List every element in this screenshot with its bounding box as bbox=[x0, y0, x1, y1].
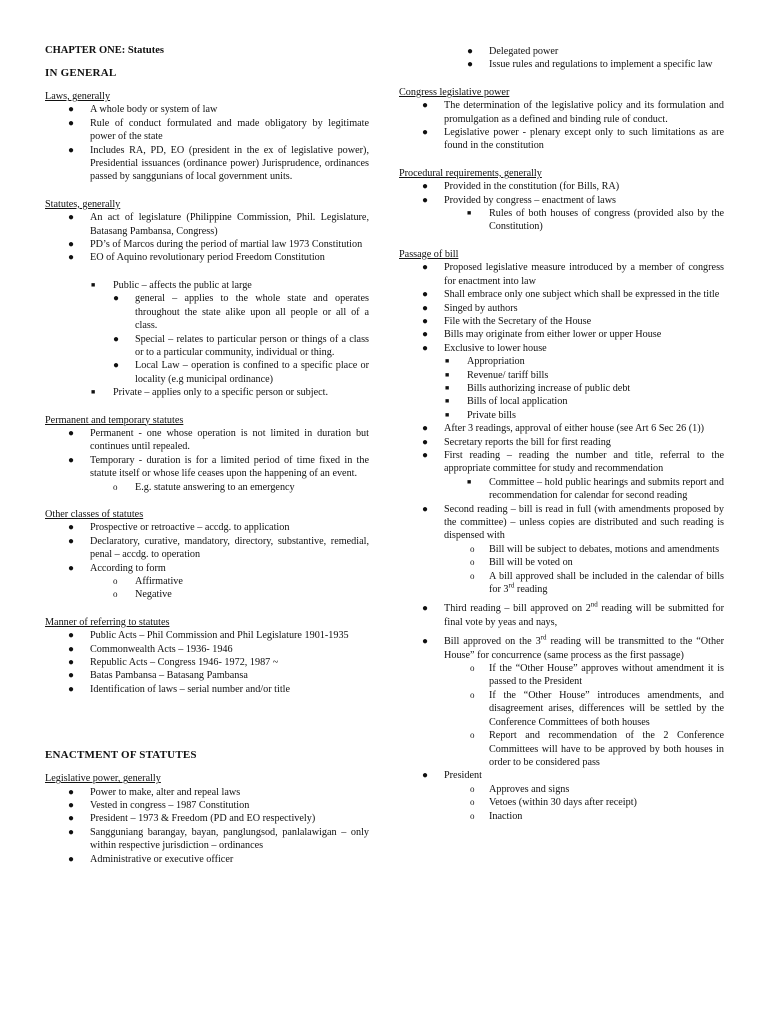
bullet-icon: ● bbox=[467, 46, 474, 57]
bullet-icon: ● bbox=[422, 342, 429, 354]
heading-congress-power: Congress legislative power bbox=[399, 86, 510, 98]
list-item: ■ Revenue/ tariff bills bbox=[445, 369, 549, 381]
square-bullet-icon: ■ bbox=[91, 280, 96, 289]
bullet-icon: ● bbox=[68, 670, 75, 682]
statutes-generally-list bbox=[45, 211, 369, 265]
list-item: ● Rule of conduct formulated and made obligatory by legitimate power of the state bbox=[68, 117, 369, 143]
bullet-icon: ● bbox=[422, 770, 429, 782]
bullet-icon: ● bbox=[68, 239, 75, 251]
list-item: ● Vested in congress – 1987 Constitution bbox=[68, 800, 250, 812]
list-item: ● Singed by authors bbox=[422, 302, 518, 314]
bullet-icon: ● bbox=[68, 683, 75, 695]
circle-bullet-icon: o bbox=[470, 810, 475, 821]
right-column bbox=[399, 45, 724, 823]
bullet-icon: ● bbox=[467, 59, 474, 71]
section-enactment: ENACTMENT OF STATUTES bbox=[45, 749, 197, 762]
list-item: ● The determination of the legislative policy and its formulation and promulgation as a defined and binding rule of conduct. bbox=[422, 100, 724, 125]
bullet-icon: ● bbox=[68, 562, 75, 574]
list-item: ● Declaratory, curative, mandatory, directory, substantive, remedial, penal – accdg. to operation bbox=[68, 535, 369, 561]
passage-list-continued bbox=[399, 602, 724, 823]
list-item: ■ Bills authorizing increase of public debt bbox=[445, 382, 631, 394]
list-item: ■ Bills of local application bbox=[445, 396, 568, 408]
top-sub-list bbox=[399, 45, 724, 72]
list-item: ● Administrative or executive officer bbox=[68, 853, 234, 865]
congress-power-list bbox=[399, 99, 724, 153]
heading-legislative-power: Legislative power, generally bbox=[45, 773, 161, 785]
list-item: o Bill will be subject to debates, motions and amendments bbox=[470, 543, 720, 555]
heading-manner-referring: Manner of referring to statutes bbox=[45, 616, 170, 628]
list-item: ● Shall embrace only one subject which shall be expressed in the title bbox=[422, 289, 720, 301]
list-item: o Approves and signs bbox=[470, 783, 570, 795]
legislative-power-list bbox=[45, 786, 369, 866]
circle-bullet-icon: o bbox=[470, 570, 475, 581]
bullet-icon: ● bbox=[68, 643, 75, 655]
circle-bullet-icon: o bbox=[470, 730, 475, 741]
bullet-icon: ● bbox=[68, 144, 75, 156]
list-item: ● According to form bbox=[68, 562, 166, 574]
list-item: o Report and recommendation of the 2 Conference Committees will have to be approved by both houses in order to be considered pass bbox=[470, 730, 724, 768]
public-private-list bbox=[45, 279, 369, 400]
list-item: ● Legislative power - plenary except only to such limitations as are found in the constitution bbox=[422, 127, 724, 152]
bullet-icon: ● bbox=[68, 252, 75, 264]
list-item: o Affirmative bbox=[113, 576, 183, 587]
bullet-icon: ● bbox=[68, 657, 75, 669]
left-column bbox=[45, 0, 369, 866]
list-item: ● Provided by congress – enactment of laws bbox=[422, 194, 617, 206]
list-item: o A bill approved shall be included in the calendar of bills for 3rd reading bbox=[470, 570, 724, 596]
list-item: ● A whole body or system of law bbox=[68, 104, 218, 116]
bullet-icon: ● bbox=[422, 315, 429, 327]
square-bullet-icon: ■ bbox=[445, 383, 450, 392]
list-item: ● File with the Secretary of the House bbox=[422, 315, 592, 327]
list-item: ■ Private – applies only to a specific person or subject. bbox=[91, 387, 329, 399]
heading-other-classes: Other classes of statutes bbox=[45, 508, 144, 520]
list-item: o Inaction bbox=[470, 810, 523, 822]
list-item: ● President bbox=[422, 770, 482, 782]
bullet-icon: ● bbox=[422, 636, 429, 648]
list-item: ● Provided in the constitution (for Bills, RA) bbox=[422, 181, 620, 193]
bullet-icon: ● bbox=[68, 813, 75, 825]
circle-bullet-icon: o bbox=[113, 589, 118, 600]
list-item: ● Batas Pambansa – Batasang Pambansa bbox=[68, 670, 248, 682]
manner-referring-list bbox=[45, 629, 369, 696]
bullet-icon: ● bbox=[422, 449, 429, 461]
list-item: ● Issue rules and regulations to implement a specific law bbox=[467, 59, 713, 71]
list-item: ● EO of Aquino revolutionary period Freedom Constitution bbox=[68, 252, 325, 264]
list-item: o Bill will be voted on bbox=[470, 557, 573, 569]
chapter-title: CHAPTER ONE: Statutes bbox=[45, 45, 165, 56]
bullet-icon: ● bbox=[422, 503, 429, 515]
heading-laws-generally: Laws, generally bbox=[45, 91, 111, 102]
list-item: ● Temporary - duration is for a limited period of time fixed in the statute itself or whose life ceases upon the happening of an event. bbox=[68, 454, 369, 480]
list-item: ● Identification of laws – serial number and/or title bbox=[68, 683, 291, 695]
bullet-icon: ● bbox=[422, 329, 429, 341]
list-item: ● Includes RA, PD, EO (president in the ex of legislative power), Presidential issuances (ordinance power) Jurisprudence, ordinances passed by sanggunians of local government units. bbox=[68, 144, 369, 183]
list-item: ■ Appropriation bbox=[445, 356, 525, 368]
bullet-icon: ● bbox=[68, 104, 75, 116]
square-bullet-icon: ■ bbox=[467, 477, 472, 486]
bullet-icon: ● bbox=[422, 423, 429, 435]
list-item: ● An act of legislature (Philippine Commission, Phil. Legislature, Batasang Pambansa, Congress) bbox=[68, 212, 369, 237]
list-item: ■ Committee – hold public hearings and submits report and recommendation for calendar for second reading bbox=[467, 476, 724, 502]
list-item: o If the “Other House” approves without amendment it is passed to the President bbox=[470, 663, 724, 688]
bullet-icon: ● bbox=[422, 100, 429, 112]
circle-bullet-icon: o bbox=[113, 576, 118, 586]
bullet-icon: ● bbox=[422, 436, 429, 448]
circle-bullet-icon: o bbox=[470, 797, 475, 808]
list-item: ● PD’s of Marcos during the period of martial law 1973 Constitution bbox=[68, 239, 363, 251]
list-item: ● Second reading – bill is read in full (with amendments proposed by the committee) – unless copies are distributed and such reading is dispensed with bbox=[422, 503, 724, 542]
list-item: ● Permanent - one whose operation is not limited in duration but continues until repealed. bbox=[68, 427, 369, 453]
circle-bullet-icon: o bbox=[113, 481, 118, 492]
list-item: ● Third reading – bill approved on 2nd reading will be submitted for final vote by yeas and nays, bbox=[422, 601, 724, 628]
bullet-icon: ● bbox=[422, 603, 429, 615]
list-item: ■ Rules of both houses of congress (provided also by the Constitution) bbox=[467, 208, 724, 233]
list-item: ● Commonwealth Acts – 1936- 1946 bbox=[68, 643, 233, 655]
list-item: ● Proposed legislative measure introduced by a member of congress for enactment into law bbox=[422, 262, 724, 287]
bullet-icon: ● bbox=[422, 194, 429, 206]
list-item: o Vetoes (within 30 days after receipt) bbox=[470, 797, 637, 809]
circle-bullet-icon: o bbox=[470, 783, 475, 794]
square-bullet-icon: ■ bbox=[467, 209, 472, 218]
list-item: ● Exclusive to lower house bbox=[422, 342, 547, 354]
bullet-icon: ● bbox=[422, 302, 429, 314]
square-bullet-icon: ■ bbox=[445, 410, 450, 419]
bullet-icon: ● bbox=[68, 427, 75, 439]
list-item: ● Bills may originate from either lower or upper House bbox=[422, 329, 662, 341]
list-item: ● Special – relates to particular person or things of a class or to a particular community, individual or thing. bbox=[113, 333, 369, 358]
list-item: ● Secretary reports the bill for first reading bbox=[422, 436, 611, 448]
bullet-icon: ● bbox=[68, 800, 75, 812]
list-item: ● Bill approved on the 3rd reading will be transmitted to the “Other House” for concurrence (same process as the first passage) bbox=[422, 633, 725, 661]
heading-procedural: Procedural requirements, generally bbox=[399, 167, 542, 179]
bullet-icon: ● bbox=[68, 117, 75, 129]
bullet-icon: ● bbox=[113, 360, 120, 372]
permanent-temporary-list bbox=[45, 427, 369, 494]
list-item: ● Sangguniang barangay, bayan, panglungsod, panlalawigan – only within respective jurisdiction – ordinances bbox=[68, 826, 369, 852]
section-in-general: IN GENERAL bbox=[45, 67, 117, 79]
heading-statutes-generally: Statutes, generally bbox=[45, 198, 121, 210]
heading-passage: Passage of bill bbox=[399, 248, 459, 260]
list-item: ● Delegated power bbox=[467, 46, 559, 57]
circle-bullet-icon: o bbox=[470, 689, 475, 700]
list-item: ● After 3 readings, approval of either house (see Art 6 Sec 26 (1)) bbox=[422, 423, 704, 435]
bullet-icon: ● bbox=[68, 454, 75, 466]
list-item: ● Local Law – operation is confined to a specific place or locality (e.g municipal ordinance) bbox=[113, 360, 369, 385]
bullet-icon: ● bbox=[68, 826, 75, 838]
list-item: o Negative bbox=[113, 589, 172, 601]
other-classes-list bbox=[45, 521, 369, 601]
circle-bullet-icon: o bbox=[470, 543, 475, 554]
list-item: o If the “Other House” introduces amendments, and disagreement arises, differences will be settled by the Conference Committees of both houses bbox=[470, 689, 724, 728]
list-item: ● President – 1973 & Freedom (PD and EO respectively) bbox=[68, 813, 316, 825]
bullet-icon: ● bbox=[68, 535, 75, 547]
bullet-icon: ● bbox=[113, 293, 120, 305]
bullet-icon: ● bbox=[113, 333, 120, 345]
list-item: o E.g. statute answering to an emergency bbox=[113, 481, 295, 493]
list-item: ● First reading – reading the number and title, referral to the appropriate committee for study and recommendation bbox=[422, 449, 724, 475]
bullet-icon: ● bbox=[422, 262, 429, 274]
laws-generally-list bbox=[45, 103, 369, 183]
square-bullet-icon: ■ bbox=[445, 357, 450, 366]
bullet-icon: ● bbox=[422, 181, 429, 193]
bullet-icon: ● bbox=[422, 127, 429, 139]
list-item: ● Republic Acts – Congress 1946- 1972, 1987 ~ bbox=[68, 657, 279, 669]
list-item: ■ Private bills bbox=[445, 409, 516, 421]
bullet-icon: ● bbox=[68, 786, 75, 798]
list-item: ■ Public – affects the public at large bbox=[91, 279, 252, 291]
square-bullet-icon: ■ bbox=[445, 397, 450, 406]
list-item: ● general – applies to the whole state and operates throughout the state alike upon all people or all of a class. bbox=[113, 293, 369, 332]
list-item: ● Power to make, alter and repeal laws bbox=[68, 786, 241, 798]
square-bullet-icon: ■ bbox=[445, 370, 450, 379]
list-item: ● Prospective or retroactive – accdg. to application bbox=[68, 522, 290, 534]
bullet-icon: ● bbox=[68, 853, 75, 865]
bullet-icon: ● bbox=[68, 630, 75, 642]
heading-permanent-temporary: Permanent and temporary statutes bbox=[45, 414, 184, 426]
bullet-icon: ● bbox=[68, 212, 75, 224]
square-bullet-icon: ■ bbox=[91, 388, 96, 397]
circle-bullet-icon: o bbox=[470, 663, 475, 674]
bullet-icon: ● bbox=[68, 522, 75, 534]
passage-list bbox=[399, 261, 724, 596]
list-item: ● Public Acts – Phil Commission and Phil Legislature 1901-1935 bbox=[68, 630, 349, 642]
circle-bullet-icon: o bbox=[470, 557, 475, 568]
bullet-icon: ● bbox=[422, 289, 429, 301]
procedural-list bbox=[399, 180, 724, 234]
